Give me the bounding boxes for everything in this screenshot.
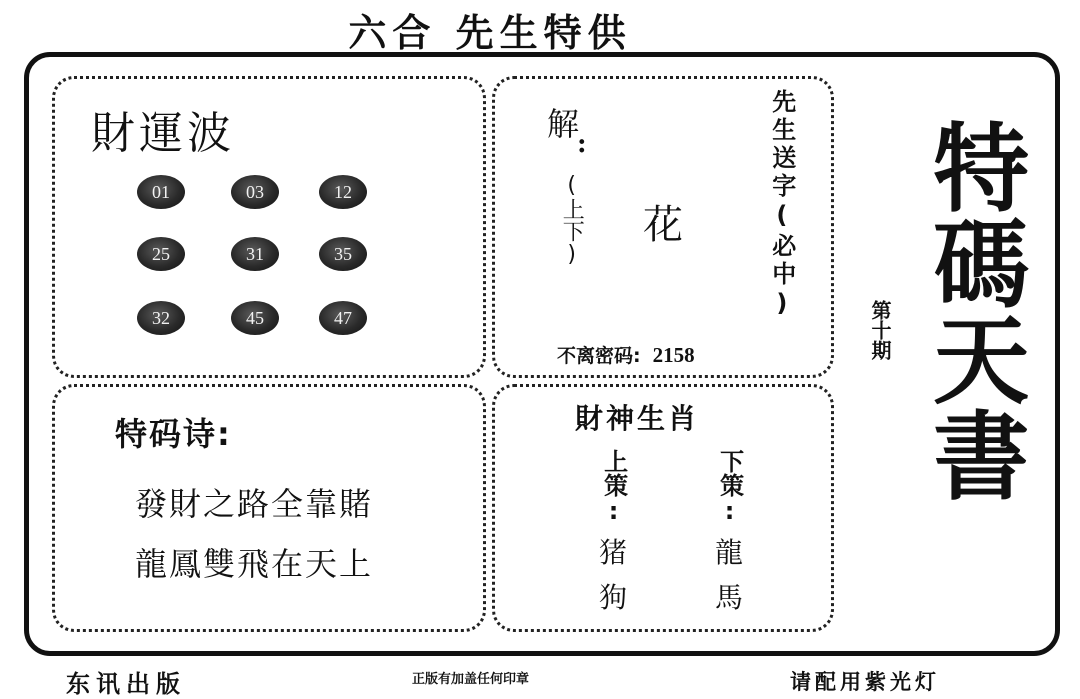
zodiac-animal: 狗 xyxy=(598,580,627,614)
poem-line: 發財之路全靠賭 xyxy=(135,485,374,523)
poem-panel xyxy=(52,384,486,632)
wealth-wave-title: 財運波 xyxy=(91,108,235,159)
zodiac-animal: 猪 xyxy=(598,536,627,569)
main-title: 特碼天書 xyxy=(917,118,1030,502)
secret-code-label: 不离密码: xyxy=(557,345,641,367)
lower-pick xyxy=(699,449,759,621)
uv-light-note: 请配用紫光灯 xyxy=(790,670,940,694)
hint-colon: : xyxy=(577,129,587,159)
number-ball: 01 xyxy=(137,175,185,209)
hint-position: (上下) xyxy=(559,173,585,267)
number-ball: 45 xyxy=(231,301,279,335)
lower-pick-label: 下策: xyxy=(715,449,744,525)
poem-title: 特码诗: xyxy=(115,415,232,453)
number-ball: 35 xyxy=(319,237,367,271)
number-ball: 32 xyxy=(137,301,185,335)
publisher: 东讯出版 xyxy=(66,670,186,698)
number-ball: 47 xyxy=(319,301,367,335)
hint-label: 解 xyxy=(547,105,580,143)
number-ball: 03 xyxy=(231,175,279,209)
authenticity-note: 正版有加盖任何印章 xyxy=(412,672,530,687)
zodiac-animal: 馬 xyxy=(714,580,743,614)
hint-panel xyxy=(492,76,834,378)
zodiac-animal: 龍 xyxy=(714,536,743,569)
hint-side-note: 先生送字(必中) xyxy=(767,89,796,321)
zodiac-panel xyxy=(492,384,834,632)
poem-line: 龍鳳雙飛在天上 xyxy=(135,545,374,583)
secret-code-value: 2158 xyxy=(652,343,695,367)
wealth-wave-panel xyxy=(52,76,486,378)
page-header-title: 六合 先生特供 xyxy=(348,11,632,55)
number-ball: 31 xyxy=(231,237,279,271)
issue-number: 第十期 xyxy=(868,300,892,360)
secret-code xyxy=(557,341,695,368)
upper-pick-label: 上策: xyxy=(599,449,628,525)
number-ball-grid xyxy=(55,79,483,375)
zodiac-title: 財神生肖 xyxy=(575,402,700,435)
number-ball: 25 xyxy=(137,237,185,271)
number-ball: 12 xyxy=(319,175,367,209)
upper-pick xyxy=(583,449,643,621)
hint-word: 花 xyxy=(643,202,683,248)
